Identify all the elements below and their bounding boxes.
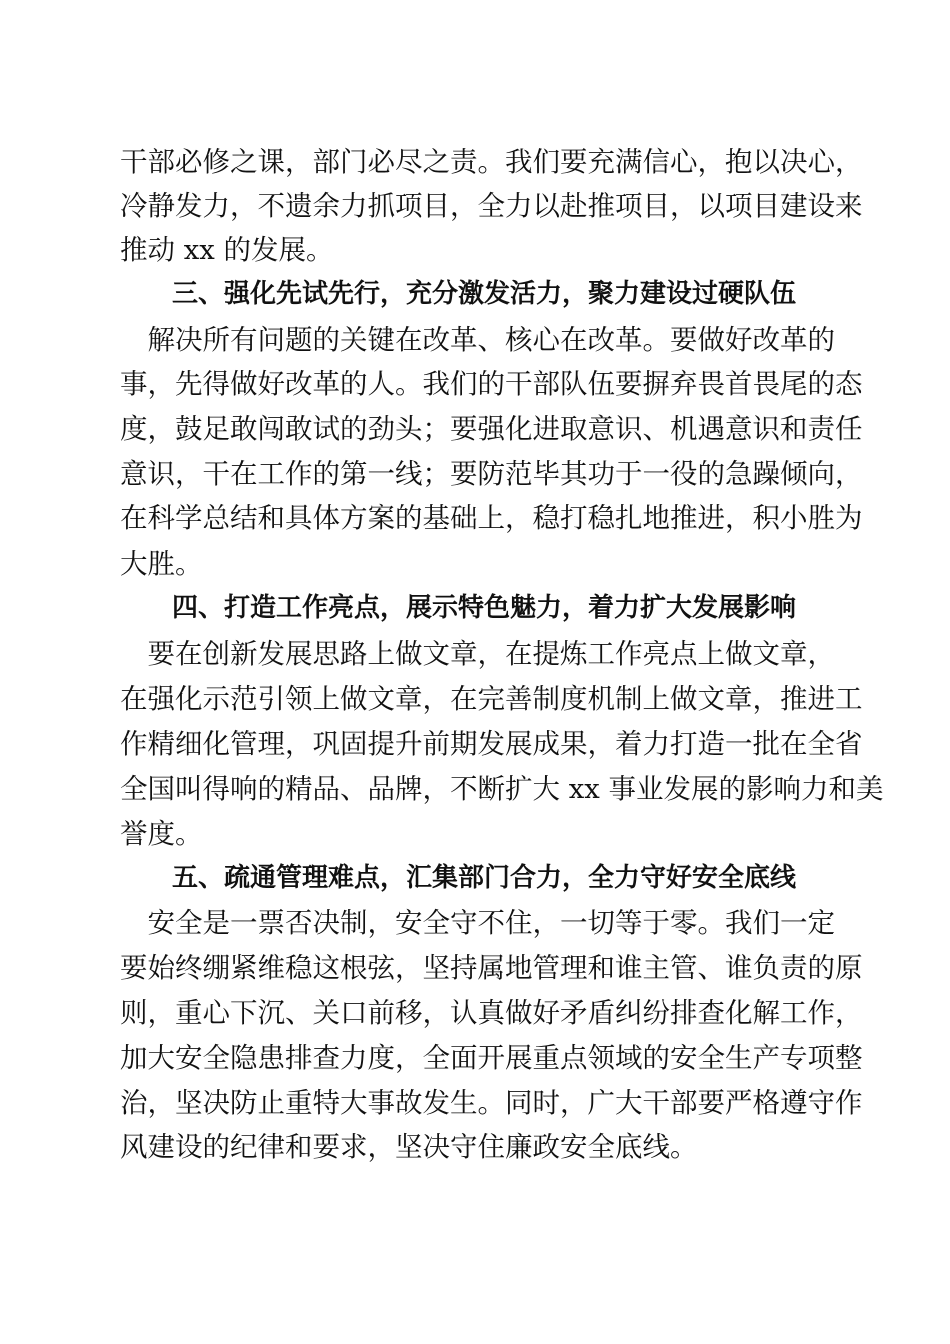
body-text-line: 要在创新发展思路上做文章，在提炼工作亮点上做文章， [120,638,835,670]
body-text-line: 治，坚决防止重特大事故发生。同时，广大干部要严格遵守作 [120,1087,863,1119]
body-text-line: 要始终绷紧维稳这根弦，坚持属地管理和谁主管、谁负责的原 [120,952,863,984]
body-text-line: 则，重心下沉、关口前移，认真做好矛盾纠纷排查化解工作， [120,997,863,1029]
body-text-line: 风建设的纪律和要求，坚决守住廉政安全底线。 [120,1131,698,1163]
body-text-line: 在强化示范引领上做文章，在完善制度机制上做文章，推进工 [120,683,863,715]
body-text-line: 度，鼓足敢闯敢试的劲头；要强化进取意识、机遇意识和责任 [120,413,863,445]
body-text-line: 推动 xx 的发展。 [120,234,334,266]
body-text-line: 加大安全隐患排查力度，全面开展重点领域的安全生产专项整 [120,1042,863,1074]
body-text-line: 全国叫得响的精品、品牌，不断扩大 xx 事业发展的影响力和美 [120,773,884,805]
body-text-line: 事，先得做好改革的人。我们的干部队伍要摒弃畏首畏尾的态 [120,368,863,400]
body-text-line: 作精细化管理，巩固提升前期发展成果，着力打造一批在全省 [120,728,863,760]
body-text-line: 意识，干在工作的第一线；要防范毕其功于一役的急躁倾向， [120,458,863,490]
section-heading-3: 三、强化先试先行，充分激发活力，聚力建设过硬队伍 [172,279,797,309]
body-text-line: 冷静发力，不遗余力抓项目，全力以赴推项目，以项目建设来 [120,190,863,222]
body-text-line: 干部必修之课，部门必尽之责。我们要充满信心，抱以决心， [120,146,863,178]
body-text-line: 誉度。 [120,818,203,850]
body-text-line: 在科学总结和具体方案的基础上，稳打稳扎地推进，积小胜为 [120,502,863,534]
body-text-line: 大胜。 [120,548,203,580]
section-heading-5: 五、疏通管理难点，汇集部门合力，全力守好安全底线 [172,863,797,893]
section-heading-4: 四、打造工作亮点，展示特色魅力，着力扩大发展影响 [172,593,797,623]
body-text-line: 安全是一票否决制，安全守不住，一切等于零。我们一定 [120,907,835,939]
body-text-line: 解决所有问题的关键在改革、核心在改革。要做好改革的 [120,324,835,356]
